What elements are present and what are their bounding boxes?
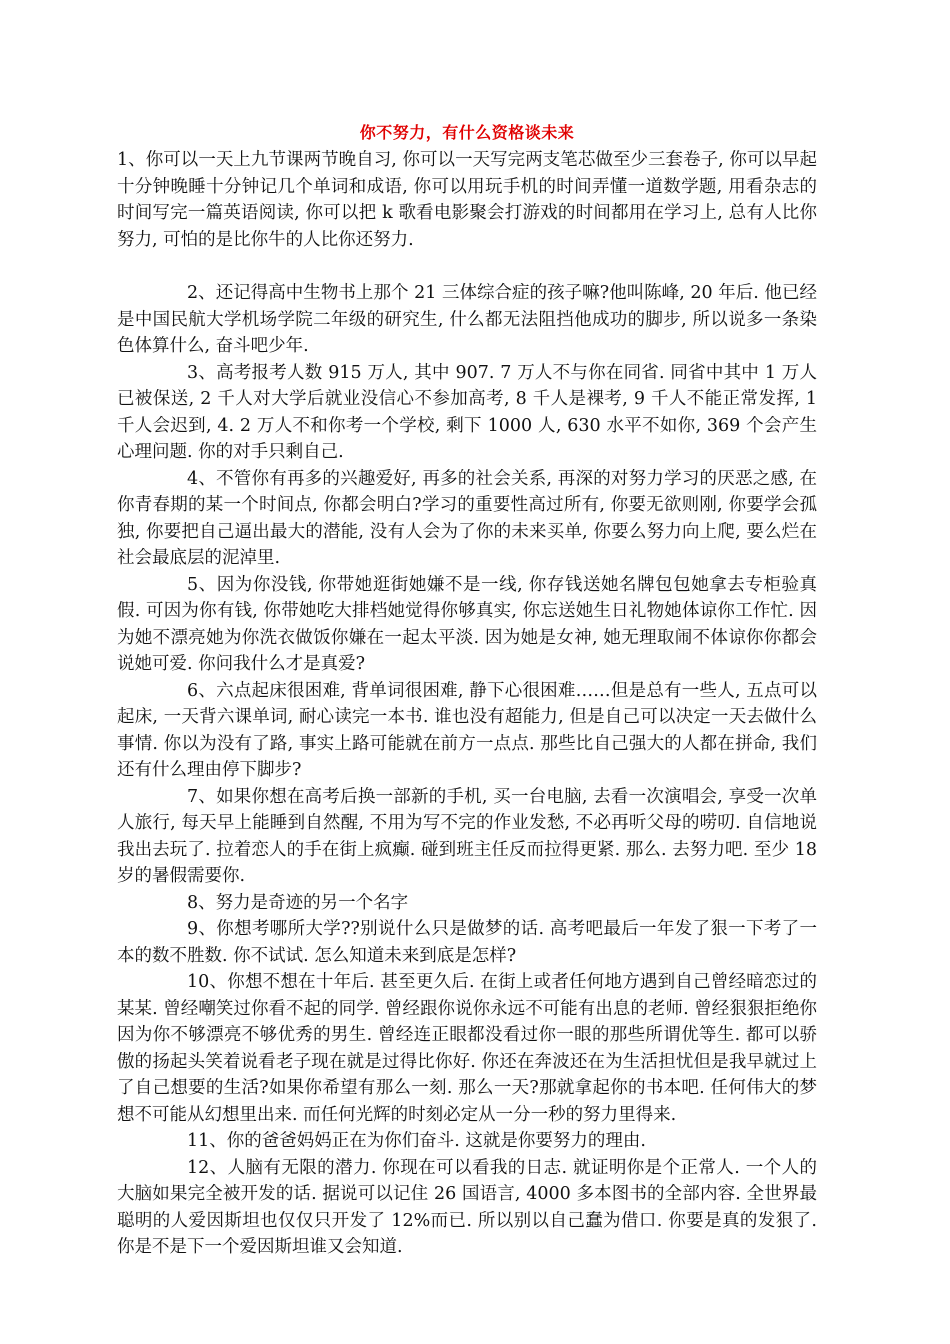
paragraph-7: 7、如果你想在高考后换一部新的手机, 买一台电脑, 去看一次演唱会, 享受一次单人旅行, 每天早上能睡到自然醒, 不用为写不完的作业发愁, 不必再听父母的唠叨. 自信地说我出去玩了. 拉着恋人的手在街上疯癫. 碰到班主任反而拉得更紧. 那么. 去努力吧. 至少 18 岁的暑假需要你. [117, 786, 817, 886]
paragraph-8: 8、努力是奇迹的另一个名字 [187, 892, 409, 913]
paragraph-5: 5、因为你没钱, 你带她逛街她嫌不是一线, 你存钱送她名牌包包她拿去专柜验真假. 可因为你有钱, 你带她吃大排档她觉得你够真实, 你忘送她生日礼物她体谅你工作忙. 因为她不漂亮她为你洗衣做饭你嫌在一起太平淡. 因为她是女神, 她无理取闹不体谅你你都会说她可爱. 你问我什么才是真爱? [117, 574, 817, 674]
paragraph-12: 12、人脑有无限的潜力. 你现在可以看我的日志. 就证明你是个正常人. 一个人的大脑如果完全被开发的话. 据说可以记住 26 国语言, 4000 多本图书的全部内容. 全世界最聪明的人爱因斯坦也仅仅只开发了 12%而已. 所以别以自己蠢为借口. 你要是真的发狠了. 你是不是下一个爱因斯坦谁又会知道. [117, 1157, 817, 1257]
paragraph-3: 3、高考报考人数 915 万人, 其中 907. 7 万人不与你在同省. 同省中其中 1 万人已被保送, 2 千人对大学后就业没信心不参加高考, 8 千人是裸考, 9 千人不能正常发挥, 1 千人会迟到, 4. 2 万人不和你考一个学校, 剩下 1000 人, 630 水平不如你, 369 个会产生心理问题. 你的对手只剩自己. [117, 362, 817, 462]
paragraph-10: 10、你想不想在十年后. 甚至更久后. 在街上或者任何地方遇到自己曾经暗恋过的某某. 曾经嘲笑过你看不起的同学. 曾经跟你说你永远不可能有出息的老师. 曾经狠狠拒绝你因为你不够漂亮不够优秀的男生. 曾经连正眼都没看过你一眼的那些所谓优等生. 都可以骄傲的扬起头笑着说看老子现在就是过得比你好. 你还在奔波还在为生活担忧但是我早就过上了自己想要的生活?如果你希望有那么一刻. 那么一天?那就拿起你的书本吧. 任何伟大的梦想不可能从幻想里出来. 而任何光辉的时刻必定从一分一秒的努力里得来. [117, 972, 817, 1125]
document-page [117, 121, 817, 1261]
paragraph-2: 2、还记得高中生物书上那个 21 三体综合症的孩子嘛?他叫陈峰, 20 年后. 他已经是中国民航大学机场学院二年级的研究生, 什么都无法阻挡他成功的脚步, 所以说多一条染色体算什么, 奋斗吧少年. [117, 283, 817, 356]
paragraph-4: 4、不管你有再多的兴趣爱好, 再多的社会关系, 再深的对努力学习的厌恶之感, 在你青春期的某一个时间点, 你都会明白?学习的重要性高过所有, 你要无欲则刚, 你要学会孤独, 你要把自己逼出最大的潜能, 没有人会为了你的未来买单, 你要么努力向上爬, 要么烂在社会最底层的泥淖里. [117, 468, 817, 568]
blank-line [117, 253, 817, 280]
paragraph-11: 11、你的爸爸妈妈正在为你们奋斗. 这就是你要努力的理由. [187, 1131, 646, 1151]
document-title: 你不努力，有什么资格谈未来 [359, 123, 575, 142]
paragraph-1: 1、你可以一天上九节课两节晚自习, 你可以一天写完两支笔芯做至少三套卷子, 你可以早起十分钟晚睡十分钟记几个单词和成语, 你可以用玩手机的时间弄懂一道数学题, 用看杂志的时间写完一篇英语阅读, 你可以把 k 歌看电影聚会打游戏的时间都用在学习上, 总有人比你努力, 可怕的是比你牛的人比你还努力. [117, 150, 817, 250]
paragraph-9: 9、你想考哪所大学??别说什么只是做梦的话. 高考吧最后一年发了狠一下考了一本的数不胜数. 你不试试. 怎么知道未来到底是怎样? [117, 919, 817, 966]
paragraph-6: 6、六点起床很困难, 背单词很困难, 静下心很困难……但是总有一些人, 五点可以起床, 一天背六课单词, 耐心读完一本书. 谁也没有超能力, 但是自己可以决定一天去做什么事情. 你以为没有了路, 事实上路可能就在前方一点点. 那些比自己强大的人都在拼命, 我们还有什么理由停下脚步? [117, 680, 817, 780]
